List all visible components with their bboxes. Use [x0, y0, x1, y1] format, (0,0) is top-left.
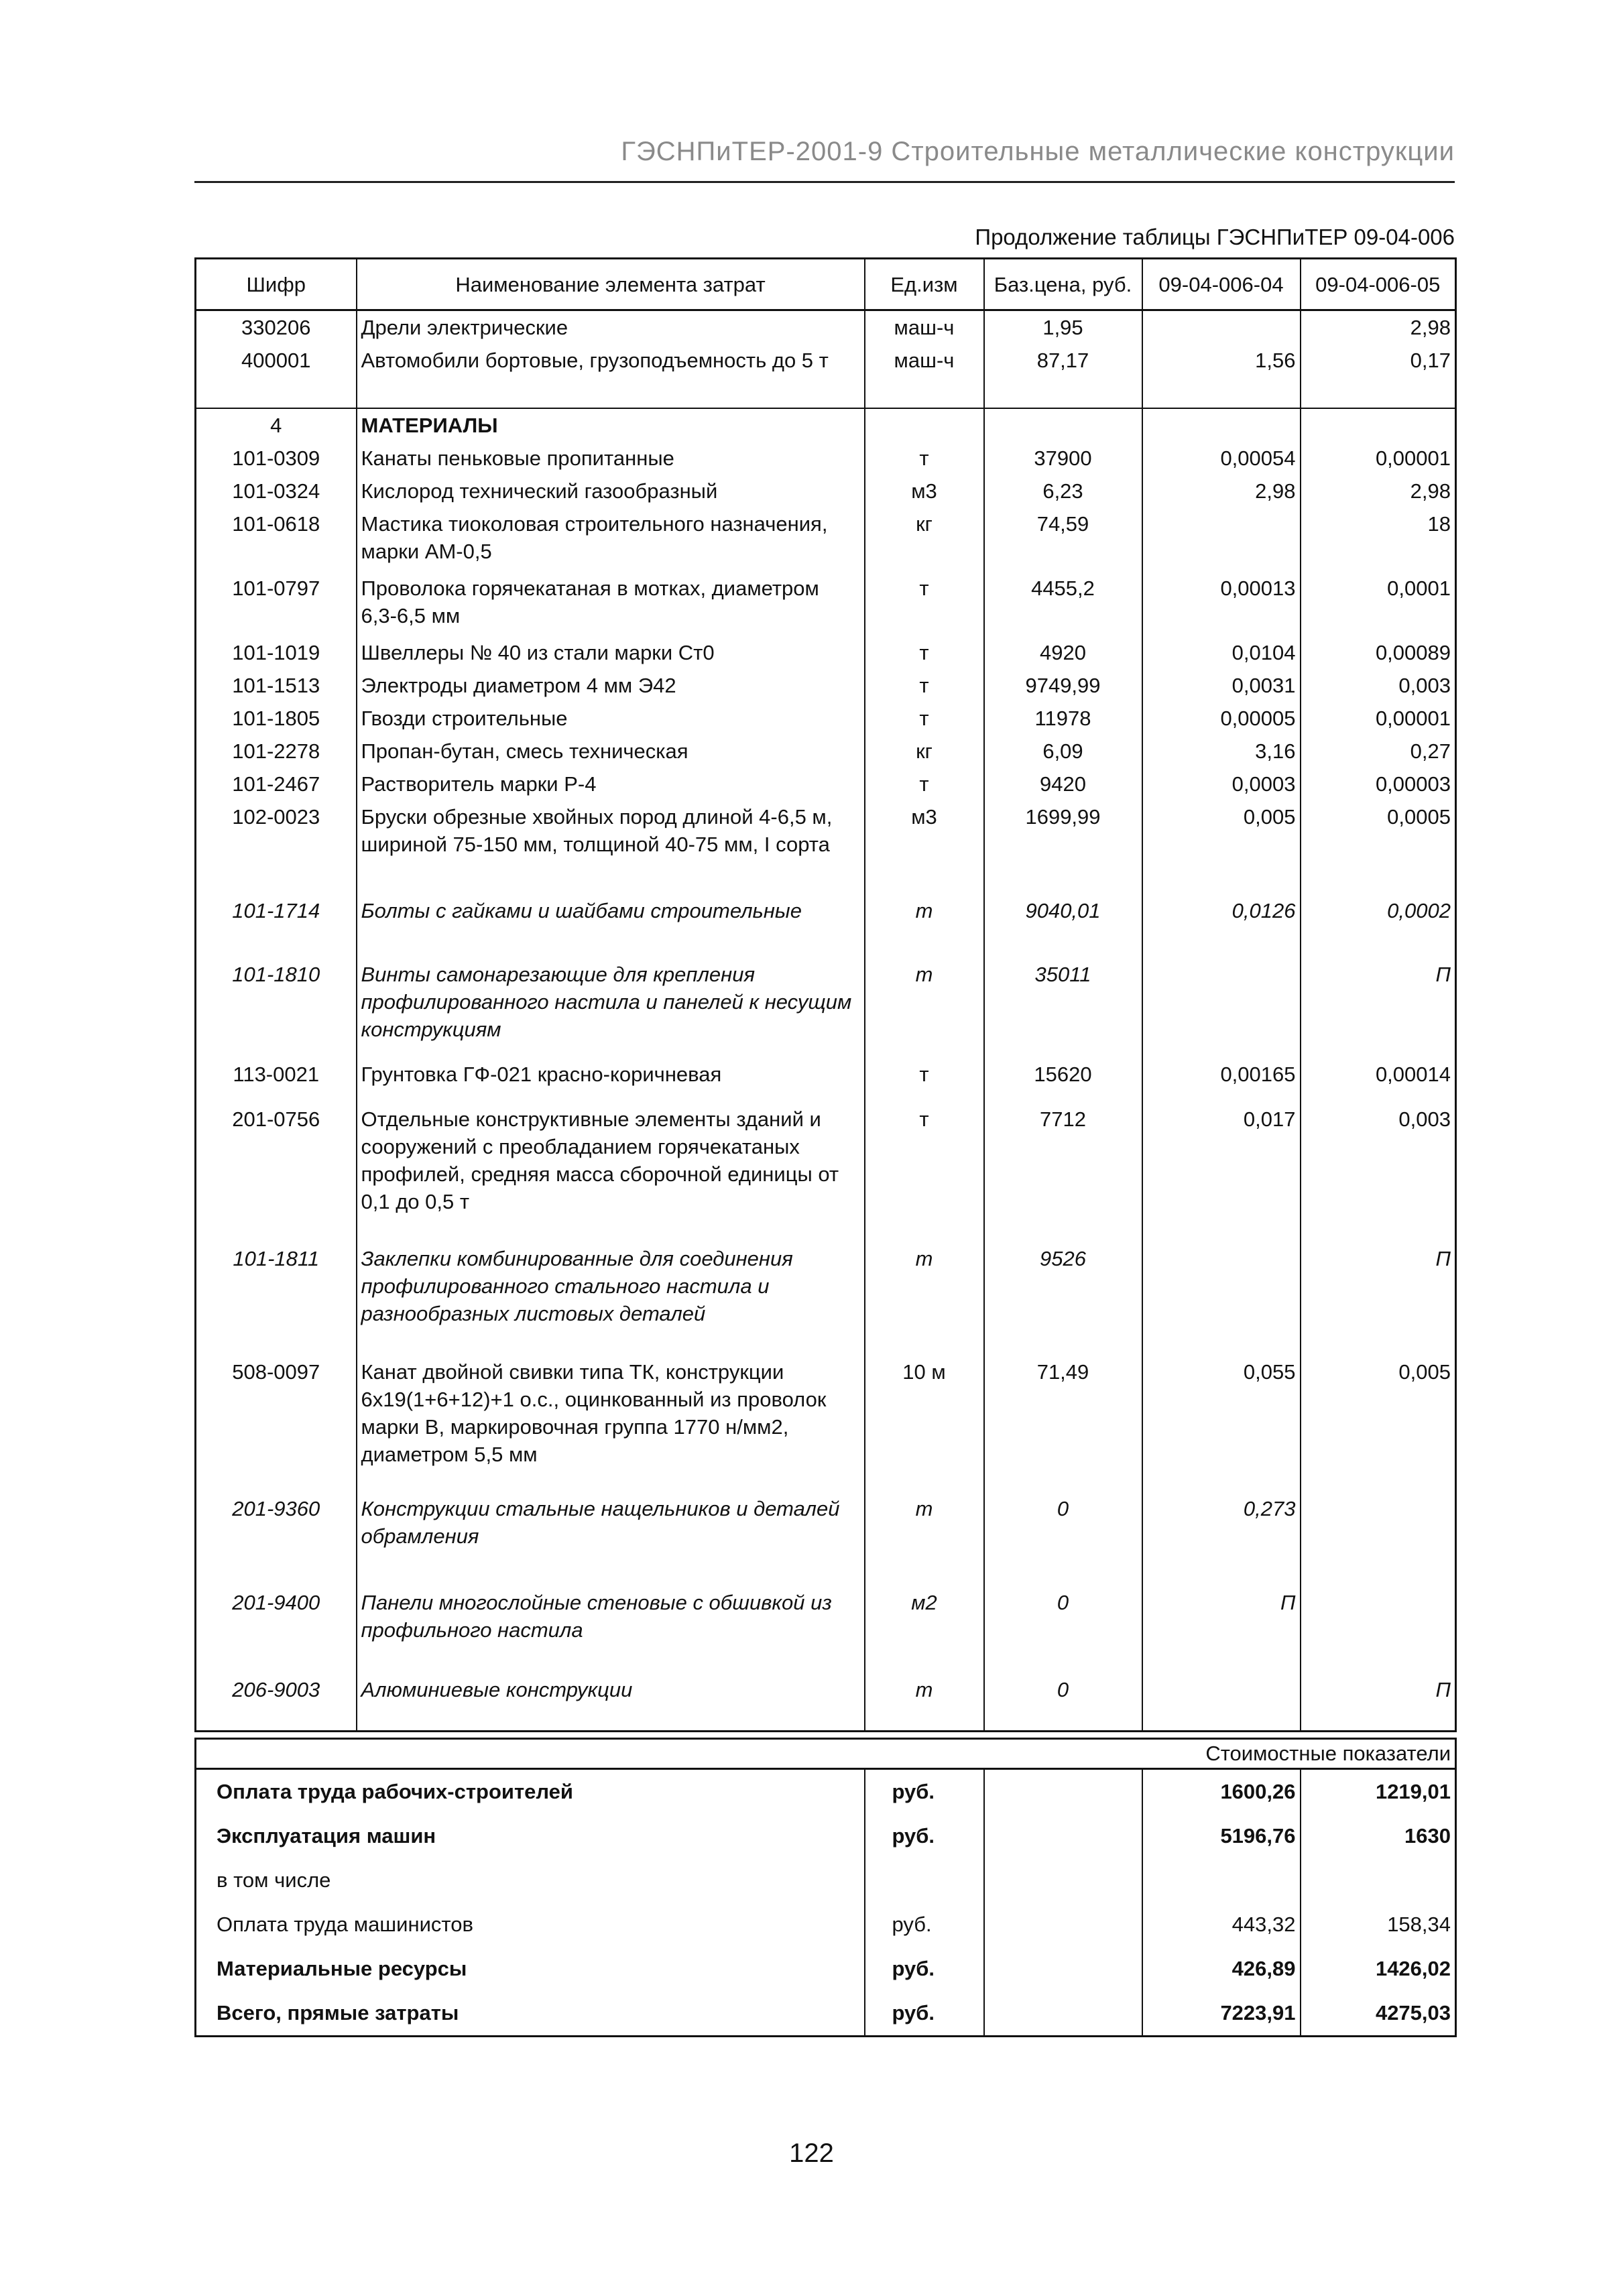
spacer-row	[196, 377, 1456, 408]
summary-value-05: 1630	[1301, 1814, 1456, 1858]
cell-unit: маш-ч	[865, 344, 984, 377]
cell-name: Проволока горячекатаная в мотках, диаметром 6,3-6,5 мм	[357, 572, 865, 632]
cell-name: Дрели электрические	[357, 310, 865, 345]
cell-v04: 0,017	[1142, 1103, 1301, 1218]
cell-v04: 0,00054	[1142, 442, 1301, 475]
cell-code: 201-9360	[196, 1492, 357, 1553]
spacer-row	[196, 1553, 1456, 1586]
summary-value-04: 426,89	[1142, 1947, 1301, 1991]
cell-v04: 0,00005	[1142, 702, 1301, 735]
cell-code: 206-9003	[196, 1673, 357, 1706]
cell-price: 1699,99	[984, 800, 1142, 861]
table-row	[196, 344, 1456, 377]
cell-code: 101-2467	[196, 768, 357, 800]
table-row	[196, 669, 1456, 702]
cell-code: 101-1714	[196, 894, 357, 927]
cell-unit: т	[865, 702, 984, 735]
cell-price: 7712	[984, 1103, 1142, 1218]
cell-v05: 0,00001	[1301, 442, 1456, 475]
spacer-row	[196, 1218, 1456, 1242]
cell-price: 15620	[984, 1058, 1142, 1091]
cell-code: 101-0309	[196, 442, 357, 475]
cell-name: Заклепки комбинированные для соединения профилированного стального настила и разнообразных листовых деталей	[357, 1242, 865, 1330]
cell-v04: 0,0126	[1142, 894, 1301, 927]
table-row	[196, 475, 1456, 507]
cell-code: 101-0797	[196, 572, 357, 632]
table-row	[196, 1058, 1456, 1091]
cell-price: 74,59	[984, 507, 1142, 568]
cell-v04: 0,0104	[1142, 636, 1301, 669]
summary-label: Оплата труда машинистов	[217, 1913, 473, 1936]
cell-price: 9420	[984, 768, 1142, 800]
summary-unit: руб.	[865, 1769, 984, 1815]
cell-v05	[1301, 1492, 1456, 1553]
spacer-row	[196, 1471, 1456, 1492]
summary-value-04: 5196,76	[1142, 1814, 1301, 1858]
summary-value-05: 158,34	[1301, 1902, 1456, 1947]
cell-unit: т	[865, 768, 984, 800]
cell-name: Отдельные конструктивные элементы зданий и сооружений с преобладанием горячекатаных профилей, средняя масса сборочной единицы от 0,1 до 0,5 т	[357, 1103, 865, 1218]
summary-unit: руб.	[865, 1947, 984, 1991]
cell-v05: П	[1301, 1673, 1456, 1706]
table-row	[196, 1355, 1456, 1471]
cell-v05: 0,00089	[1301, 636, 1456, 669]
running-header: ГЭСНПиТЕР-2001-9 Строительные металлические конструкции	[621, 137, 1455, 166]
summary-caption: Стоимостные показатели	[1142, 1739, 1456, 1769]
cell-code: 101-1805	[196, 702, 357, 735]
table-row	[196, 1242, 1456, 1330]
summary-value-04: 443,32	[1142, 1902, 1301, 1947]
column-header: Наименование элемента затрат	[357, 259, 865, 310]
section-title: МАТЕРИАЛЫ	[357, 408, 865, 442]
spacer-row	[196, 1706, 1456, 1732]
cell-v05: 0,0001	[1301, 572, 1456, 632]
cell-v05: 0,003	[1301, 669, 1456, 702]
cell-price: 0	[984, 1586, 1142, 1646]
header-rule	[194, 181, 1455, 183]
cell-unit: т	[865, 1673, 984, 1706]
cell-code: 101-1019	[196, 636, 357, 669]
cell-name: Винты самонарезающие для крепления профилированного настила и панелей к несущим конструкциям	[357, 958, 865, 1046]
cell-unit: т	[865, 636, 984, 669]
cell-v04	[1142, 1242, 1301, 1330]
cell-unit: 10 м	[865, 1355, 984, 1471]
cell-unit: кг	[865, 507, 984, 568]
cell-v05: 0,00014	[1301, 1058, 1456, 1091]
cell-price: 0	[984, 1673, 1142, 1706]
summary-label: в том числе	[217, 1868, 331, 1892]
summary-unit	[865, 1858, 984, 1902]
table-row	[196, 1492, 1456, 1553]
cell-v05: 0,27	[1301, 735, 1456, 768]
page-number: 122	[789, 2138, 834, 2168]
summary-row	[196, 1902, 1456, 1947]
cell-price: 9526	[984, 1242, 1142, 1330]
cell-v04: 0,0003	[1142, 768, 1301, 800]
table-row	[196, 636, 1456, 669]
cell-v05: П	[1301, 958, 1456, 1046]
cell-v04: 0,055	[1142, 1355, 1301, 1471]
cell-v05: 0,00003	[1301, 768, 1456, 800]
cell-name: Электроды диаметром 4 мм Э42	[357, 669, 865, 702]
table-row	[196, 1673, 1456, 1706]
table-row	[196, 572, 1456, 632]
cell-unit: т	[865, 958, 984, 1046]
summary-value-05: 4275,03	[1301, 1991, 1456, 2037]
table-row	[196, 442, 1456, 475]
table-row	[196, 958, 1456, 1046]
cell-code: 102-0023	[196, 800, 357, 861]
table-row	[196, 735, 1456, 768]
cell-name: Швеллеры № 40 из стали марки Ст0	[357, 636, 865, 669]
cell-v04: 2,98	[1142, 475, 1301, 507]
summary-caption-row	[196, 1739, 1456, 1769]
cell-v04: 0,00013	[1142, 572, 1301, 632]
cell-unit: т	[865, 1058, 984, 1091]
summary-row	[196, 1858, 1456, 1902]
cell-name: Канаты пеньковые пропитанные	[357, 442, 865, 475]
cell-v04: П	[1142, 1586, 1301, 1646]
summary-value-04: 1600,26	[1142, 1769, 1301, 1815]
cell-code: 400001	[196, 344, 357, 377]
cell-v05: 2,98	[1301, 310, 1456, 345]
table-row	[196, 894, 1456, 927]
summary-label: Эксплуатация машин	[217, 1824, 436, 1848]
cell-v05: 18	[1301, 507, 1456, 568]
cell-price: 6,09	[984, 735, 1142, 768]
table-body	[196, 310, 1456, 1732]
cell-unit: м3	[865, 475, 984, 507]
column-header: Шифр	[196, 259, 357, 310]
resource-table	[194, 257, 1457, 1732]
cell-price: 71,49	[984, 1355, 1142, 1471]
cell-v05: 0,00001	[1301, 702, 1456, 735]
cell-v05: 0,17	[1301, 344, 1456, 377]
cell-name: Грунтовка ГФ-021 красно-коричневая	[357, 1058, 865, 1091]
cell-v04	[1142, 310, 1301, 345]
column-header: 09-04-006-05	[1301, 259, 1456, 310]
table-row	[196, 507, 1456, 568]
cell-name: Пропан-бутан, смесь техническая	[357, 735, 865, 768]
cell-price: 1,95	[984, 310, 1142, 345]
cell-unit: т	[865, 894, 984, 927]
cell-code: 101-1811	[196, 1242, 357, 1330]
cell-name: Автомобили бортовые, грузоподъемность до 5 т	[357, 344, 865, 377]
cell-price: 11978	[984, 702, 1142, 735]
column-header: Баз.цена, руб.	[984, 259, 1142, 310]
cell-name: Панели многослойные стеновые с обшивкой из профильного настила	[357, 1586, 865, 1646]
cell-unit: кг	[865, 735, 984, 768]
summary-row	[196, 1814, 1456, 1858]
cell-price: 4920	[984, 636, 1142, 669]
cell-v04: 3,16	[1142, 735, 1301, 768]
cell-name: Болты с гайками и шайбами строительные	[357, 894, 865, 927]
cell-v05: 0,0005	[1301, 800, 1456, 861]
spacer-row	[196, 1330, 1456, 1355]
cell-v05	[1301, 1586, 1456, 1646]
cell-unit: т	[865, 1242, 984, 1330]
column-header: 09-04-006-04	[1142, 259, 1301, 310]
cell-v04	[1142, 958, 1301, 1046]
summary-value-05: 1219,01	[1301, 1769, 1456, 1815]
summary-body	[196, 1739, 1456, 2037]
cell-name: Алюминиевые конструкции	[357, 1673, 865, 1706]
summary-label: Всего, прямые затраты	[217, 2001, 459, 2025]
summary-unit: руб.	[865, 1991, 984, 2037]
cell-price: 6,23	[984, 475, 1142, 507]
section-row	[196, 408, 1456, 442]
cell-v05: 2,98	[1301, 475, 1456, 507]
cell-name: Кислород технический газообразный	[357, 475, 865, 507]
cell-name: Конструкции стальные нащельников и деталей обрамления	[357, 1492, 865, 1553]
cell-code: 101-1810	[196, 958, 357, 1046]
cell-v05: 0,003	[1301, 1103, 1456, 1218]
cell-code: 101-0324	[196, 475, 357, 507]
cell-price: 0	[984, 1492, 1142, 1553]
table-row	[196, 768, 1456, 800]
column-header: Ед.изм	[865, 259, 984, 310]
summary-value-04	[1142, 1858, 1301, 1902]
cell-code: 101-0618	[196, 507, 357, 568]
table-row	[196, 800, 1456, 861]
cell-name: Мастика тиоколовая строительного назначения, марки АМ-0,5	[357, 507, 865, 568]
table-header-row	[196, 259, 1456, 310]
spacer-row	[196, 1646, 1456, 1673]
summary-value-05	[1301, 1858, 1456, 1902]
summary-row	[196, 1991, 1456, 2037]
cell-v05: П	[1301, 1242, 1456, 1330]
cell-price: 9749,99	[984, 669, 1142, 702]
cell-v04	[1142, 1673, 1301, 1706]
cell-code: 101-1513	[196, 669, 357, 702]
cell-v04: 1,56	[1142, 344, 1301, 377]
summary-row	[196, 1769, 1456, 1815]
table-row	[196, 702, 1456, 735]
cell-price: 35011	[984, 958, 1142, 1046]
table-row	[196, 310, 1456, 345]
table-row	[196, 1103, 1456, 1218]
cell-price: 87,17	[984, 344, 1142, 377]
table-row	[196, 1586, 1456, 1646]
cell-v04	[1142, 507, 1301, 568]
cell-unit: т	[865, 442, 984, 475]
summary-value-04: 7223,91	[1142, 1991, 1301, 2037]
cell-price: 9040,01	[984, 894, 1142, 927]
section-code: 4	[196, 408, 357, 442]
cell-code: 330206	[196, 310, 357, 345]
cell-v05: 0,0002	[1301, 894, 1456, 927]
cell-unit: т	[865, 669, 984, 702]
spacer-row	[196, 927, 1456, 958]
cell-unit: т	[865, 1492, 984, 1553]
summary-label: Материальные ресурсы	[217, 1957, 467, 1980]
table-continuation-caption: Продолжение таблицы ГЭСНПиТЕР 09-04-006	[975, 225, 1455, 249]
summary-label: Оплата труда рабочих-строителей	[217, 1780, 573, 1803]
cell-name: Канат двойной свивки типа ТК, конструкции 6х19(1+6+12)+1 о.с., оцинкованный из проволок марки В, маркировочная группа 1770 н/мм2, диаметром 5,5 мм	[357, 1355, 865, 1471]
cell-code: 201-9400	[196, 1586, 357, 1646]
summary-unit: руб.	[865, 1814, 984, 1858]
summary-value-05: 1426,02	[1301, 1947, 1456, 1991]
cell-price: 4455,2	[984, 572, 1142, 632]
cost-summary-table	[194, 1738, 1457, 2037]
cell-code: 508-0097	[196, 1355, 357, 1471]
summary-unit: руб.	[865, 1902, 984, 1947]
spacer-row	[196, 861, 1456, 894]
cell-price: 37900	[984, 442, 1142, 475]
cell-code: 201-0756	[196, 1103, 357, 1218]
cell-code: 101-2278	[196, 735, 357, 768]
cell-name: Бруски обрезные хвойных пород длиной 4-6,5 м, шириной 75-150 мм, толщиной 40-75 мм, I сорта	[357, 800, 865, 861]
cell-v04: 0,0031	[1142, 669, 1301, 702]
summary-row	[196, 1947, 1456, 1991]
cell-v05: 0,005	[1301, 1355, 1456, 1471]
cell-v04: 0,005	[1142, 800, 1301, 861]
cell-unit: м3	[865, 800, 984, 861]
cell-unit: маш-ч	[865, 310, 984, 345]
cell-unit: т	[865, 1103, 984, 1218]
cell-unit: т	[865, 572, 984, 632]
cell-code: 113-0021	[196, 1058, 357, 1091]
cell-v04: 0,273	[1142, 1492, 1301, 1553]
cell-unit: м2	[865, 1586, 984, 1646]
spacer-row	[196, 1046, 1456, 1058]
cell-name: Растворитель марки Р-4	[357, 768, 865, 800]
cell-v04: 0,00165	[1142, 1058, 1301, 1091]
cell-name: Гвозди строительные	[357, 702, 865, 735]
spacer-row	[196, 1091, 1456, 1103]
